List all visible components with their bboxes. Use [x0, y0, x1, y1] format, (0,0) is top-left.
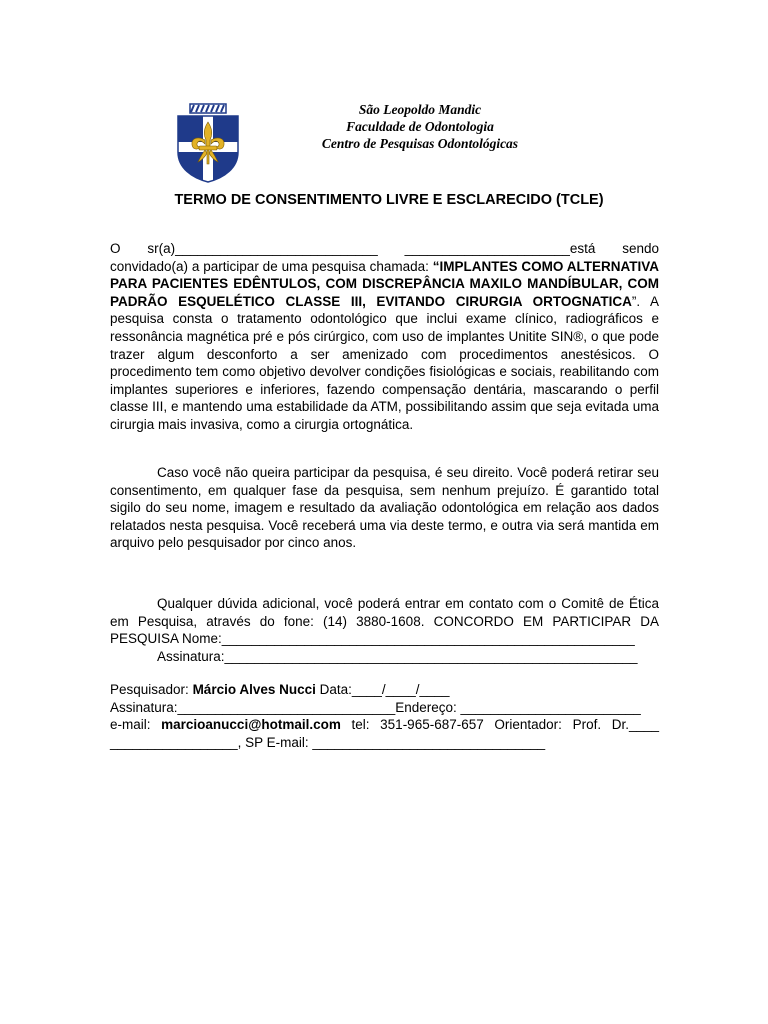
- faculty-name: Faculdade de Odontologia: [346, 119, 494, 134]
- research-title: “IMPLANTES COMO ALTERNATIVA PARA PACIENTES EDÊNTULOS, COM DISCREPÂNCIA MAXILO MANDÍBULAR, COM PADRÃO ESQUELÉTICO CLASSE III, EVITANDO CIRURGIA ORTOGNATICA: [110, 258, 659, 309]
- university-shield-logo: [176, 100, 240, 184]
- participant-signature-line: Assinatura:_______________________________________________________: [157, 648, 638, 664]
- institution-name: São Leopoldo Mandic: [358, 102, 482, 117]
- consent-paragraph-1: [110, 240, 659, 434]
- crown-band: [190, 104, 226, 113]
- researcher-contact-details: tel: 351-965-687-657 Orientador: Prof. Dr.____ _________________, SP E-mail: _______________________________: [110, 717, 659, 750]
- researcher-block: [110, 681, 659, 751]
- research-center-name: Centro de Pesquisas Odontológicas: [321, 136, 519, 151]
- document-title: TERMO DE CONSENTIMENTO LIVRE E ESCLARECIDO (TCLE): [174, 192, 604, 208]
- researcher-date: Data:____/____/____: [315, 682, 450, 697]
- consent-paragraph-2: Caso você não queira participar da pesquisa, é seu direito. Você poderá retirar seu consentimento, em qualquer fase da pesquisa, sem nenhum prejuízo. É garantido total sigilo do seu nome, imagem e resultado da avaliação odontológica em relação aos dados relatados nesta pesquisa. Você receberá uma via deste termo, e outra via será mantida em arquivo pelo pesquisador por cinco anos.: [110, 465, 659, 551]
- institution-header: [285, 101, 555, 152]
- researcher-email: marcioanucci@hotmail.com: [161, 717, 341, 733]
- researcher-signature-address: Assinatura:_____________________________Endereço: ________________________: [110, 699, 641, 715]
- paragraph1-body: ”. A pesquisa consta o tratamento odontológico que inclui exame clínico, radiográficos e ressonância magnética pré e pós cirúrgico, com uso de implantes Unitite SIN®, o que pode trazer algum desconforto a ser amenizado com procedimentos anestésicos. O procedimento tem como objetivo devolver condições fisiológicas e sociais, reabilitando com implantes superiores e inferiores, fazendo compensação dentária, mascarando o perfil classe III, e mantendo uma estabilidade da ATM, possibilitando assim que seja evitada uma cirurgia mais invasiva, como a cirurgia ortognática.: [110, 293, 659, 432]
- paragraph3-text: Qualquer dúvida adicional, você poderá entrar em contato com o Comitê de Ética em Pesquisa, através do fone: (14) 3880-1608. CONCORDO EM PARTICIPAR DA PESQUISA Nome:_______________________________________________________: [110, 596, 659, 647]
- consent-paragraph-3: [110, 595, 659, 665]
- researcher-label: Pesquisador:: [110, 682, 193, 697]
- paragraph1-intro: O sr(a)___________________________ ______________________está sendo convidado(a) a participar de uma pesquisa chamada:: [110, 241, 659, 274]
- email-label: e-mail:: [110, 717, 162, 733]
- researcher-name: Márcio Alves Nucci: [192, 682, 316, 697]
